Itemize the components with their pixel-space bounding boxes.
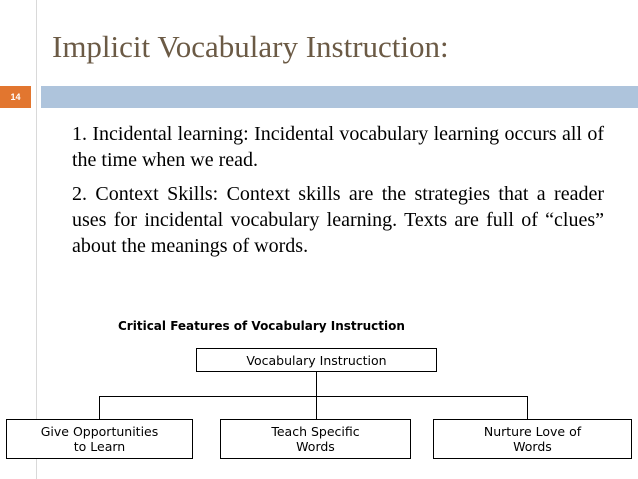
diagram-child-line1: Give Opportunities <box>40 424 159 439</box>
diagram-child-line1: Teach Specific <box>271 424 360 439</box>
diagram-child-box <box>220 419 411 459</box>
left-margin-rule <box>36 0 37 479</box>
paragraph-incidental-learning: 1. Incidental learning: Incidental vocabulary learning occurs all of the time when we read. <box>72 123 604 171</box>
diagram-child-line1: Nurture Love of <box>483 424 582 439</box>
connector-left <box>99 396 100 419</box>
slide-title: Implicit Vocabulary Instruction: <box>52 29 449 64</box>
diagram-root-box <box>196 348 437 372</box>
diagram-child-box <box>6 419 193 459</box>
diagram-root-label: Vocabulary Instruction <box>246 352 387 368</box>
title-underline-bar <box>41 86 638 108</box>
connector-right <box>527 396 528 419</box>
diagram-title: Critical Features of Vocabulary Instruction <box>118 319 405 333</box>
connector-root-stem <box>316 372 317 396</box>
diagram-child-line2: to Learn <box>73 439 126 454</box>
slide-number: 14 <box>0 86 31 108</box>
paragraph-context-skills: 2. Context Skills: Context skills are the strategies that a reader uses for incidental vocabulary learning. Texts are full of “clues” about the meanings of words. <box>72 183 604 257</box>
diagram-child-line2: Words <box>296 439 335 454</box>
connector-middle <box>316 396 317 419</box>
diagram-child-box <box>433 419 632 459</box>
connector-horizontal <box>99 396 527 397</box>
diagram-child-line2: Words <box>513 439 552 454</box>
slide-body <box>72 121 604 259</box>
